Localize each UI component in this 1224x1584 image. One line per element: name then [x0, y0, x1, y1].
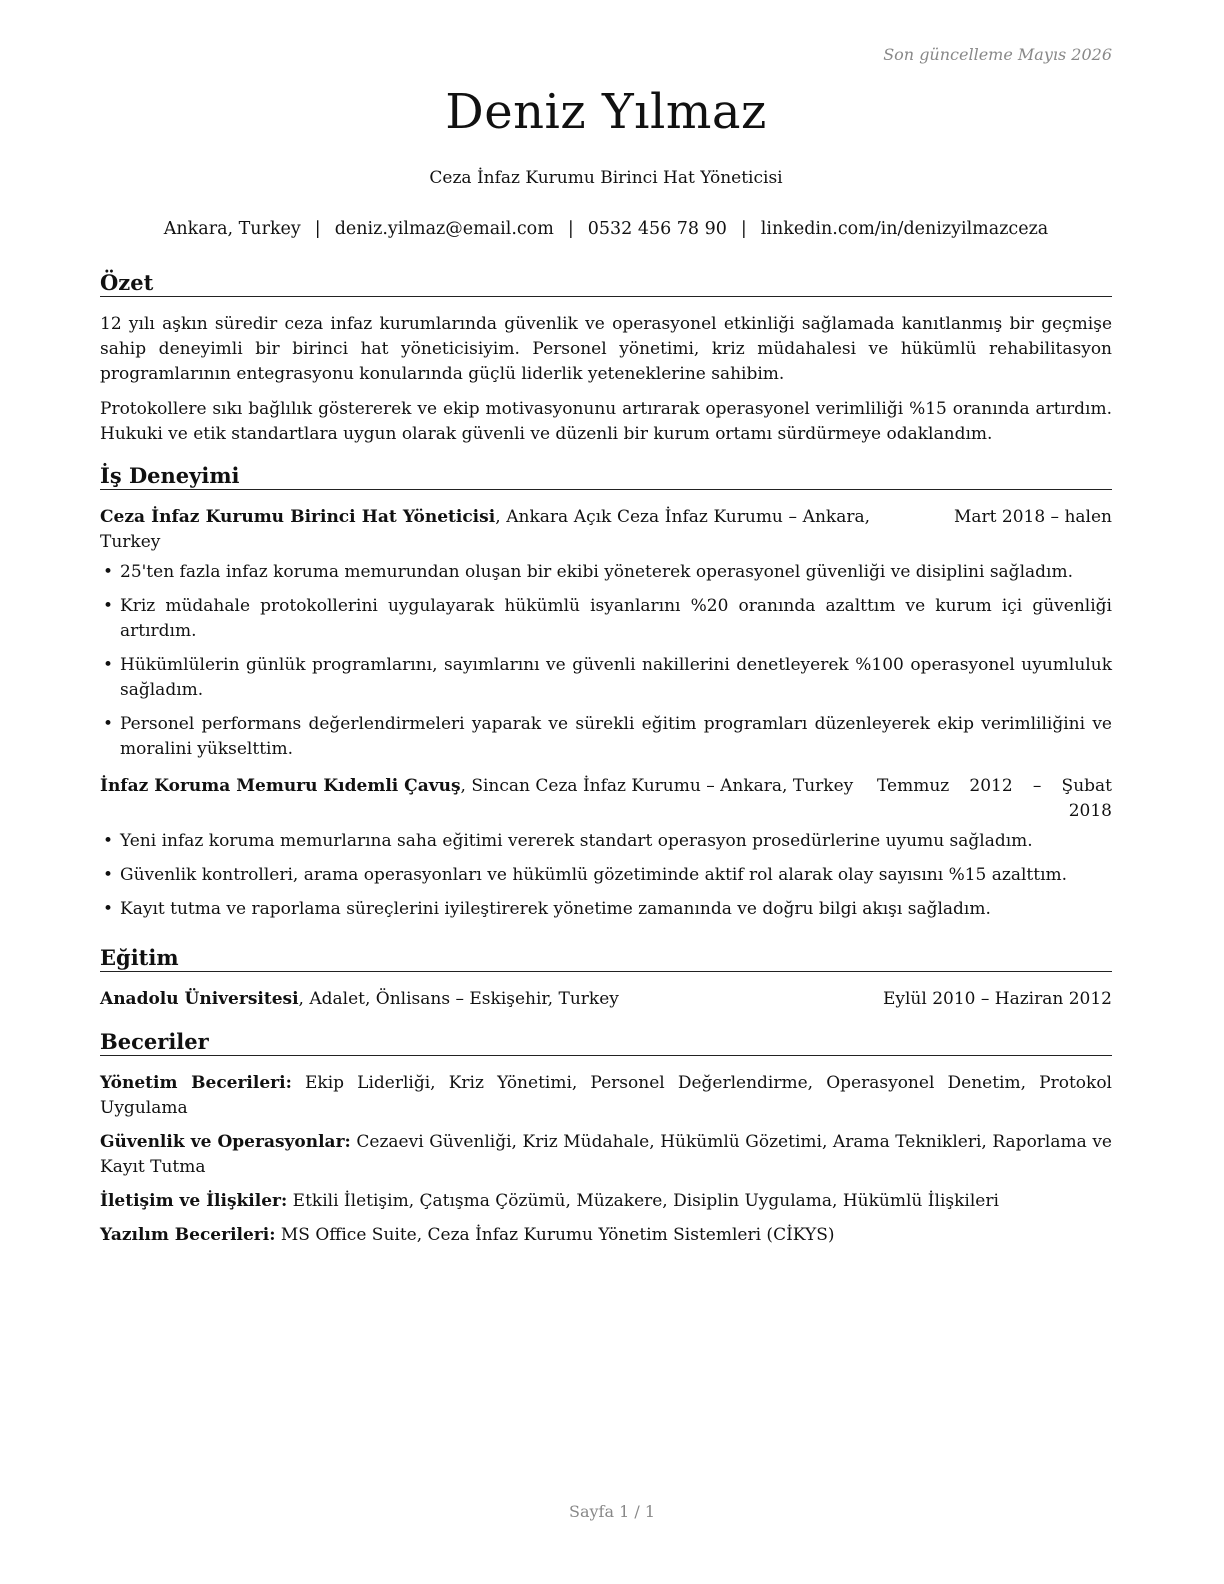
candidate-headline: Ceza İnfaz Kurumu Birinci Hat Yöneticisi	[429, 168, 783, 188]
page-number: Sayfa 1 / 1	[568, 1502, 655, 1521]
job-bullets	[100, 560, 1112, 762]
list-item: • Personel performans değerlendirmeleri yaparak ve sürekli eğitim programları düzenleyerek ekip verimliliğini ve moralini yükselttim.	[103, 714, 1112, 759]
skill-row	[100, 1130, 1112, 1180]
job-bullets	[100, 829, 1112, 922]
education-details: , Adalet, Önlisans – Eskişehir, Turkey	[298, 989, 619, 1009]
job-employer: , Sincan Ceza İnfaz Kurumu – Ankara, Turkey	[460, 776, 854, 796]
skill-value: Ekip Liderliği, Kriz Yönetimi, Personel Değerlendirme, Operasyonel Denetim, Protokol Uygulama	[100, 1073, 1112, 1118]
contact-email[interactable]: deniz.yilmaz@email.com	[334, 219, 554, 239]
education-school: Anadolu Üniversitesi	[100, 989, 299, 1009]
education-dates: Eylül 2010 – Haziran 2012	[882, 989, 1112, 1009]
job-title-line	[100, 505, 870, 555]
list-item: • Kayıt tutma ve raporlama süreçlerini iyileştirerek yönetime zamanında ve doğru bilgi akışı sağladım.	[100, 897, 1112, 922]
list-item: • Yeni infaz koruma memurlarına saha eğitimi vererek standart operasyon prosedürlerine uyumu sağladım.	[100, 829, 1112, 854]
skill-label: İletişim ve İlişkiler:	[100, 1191, 288, 1211]
job-role: İnfaz Koruma Memuru Kıdemli Çavuş	[100, 776, 461, 796]
skill-label: Yönetim Becerileri:	[100, 1073, 292, 1093]
summary-section	[100, 270, 1112, 447]
contact-linkedin[interactable]: linkedin.com/in/denizyilmazceza	[760, 219, 1049, 239]
education-section	[100, 945, 1112, 1012]
education-title-line	[100, 987, 870, 1012]
contact-separator: |	[740, 219, 747, 239]
job-entry	[100, 774, 1112, 922]
last-updated-note: Son güncelleme Mayıs 2026	[883, 45, 1112, 64]
education-title: Eğitim	[100, 945, 1112, 972]
experience-title: İş Deneyimi	[100, 463, 1112, 490]
skills-list	[100, 1071, 1112, 1248]
summary-title: Özet	[100, 270, 1112, 297]
skill-label: Yazılım Becerileri:	[100, 1225, 276, 1245]
bullet-icon: •	[103, 831, 114, 851]
summary-paragraph: Protokollere sıkı bağlılık göstererek ve ekip motivasyonunu artırarak operasyonel verimliliği %15 oranında artırdım. Hukuki ve etik standartlara uygun olarak güvenli ve düzenli bir kurum ortamı sürdürmeye odaklandım.	[100, 399, 1112, 444]
contact-line	[100, 219, 1112, 239]
job-employer: , Ankara Açık Ceza İnfaz Kurumu – Ankara, Turkey	[100, 507, 870, 552]
job-role: Ceza İnfaz Kurumu Birinci Hat Yöneticisi	[100, 507, 496, 527]
education-entry	[100, 987, 1112, 1012]
skill-value: Etkili İletişim, Çatışma Çözümü, Müzakere, Disiplin Uygulama, Hükümlü İlişkileri	[287, 1191, 999, 1211]
contact-phone: 0532 456 78 90	[587, 219, 727, 239]
job-entry	[100, 505, 1112, 762]
list-item: • Hükümlülerin günlük programlarını, sayımlarını ve güvenli nakillerini denetleyerek %100 operasyonel uyumluluk sağladım.	[103, 655, 1112, 700]
bullet-icon: •	[103, 655, 114, 675]
experience-section	[100, 463, 1112, 931]
skills-title: Beceriler	[100, 1029, 1112, 1056]
skill-row	[100, 1223, 1112, 1248]
contact-location: Ankara, Turkey	[163, 219, 301, 239]
job-header	[100, 774, 1112, 824]
job-title-line	[100, 774, 870, 824]
list-item: • Kriz müdahale protokollerini uygulayarak hükümlü isyanlarını %20 oranında azalttım ve kurum içi güvenliği artırdım.	[103, 596, 1112, 641]
bullet-icon: •	[103, 865, 114, 885]
skill-value: Cezaevi Güvenliği, Kriz Müdahale, Hükümlü Gözetimi, Arama Teknikleri, Raporlama ve Kayıt Tutma	[100, 1132, 1112, 1177]
bullet-icon: •	[103, 596, 114, 616]
job-dates: Temmuz 2012 – Şubat 2018	[877, 776, 1112, 821]
list-item: • 25'ten fazla infaz koruma memurundan oluşan bir ekibi yöneterek operasyonel güvenliği ve disiplini sağladım.	[100, 560, 1112, 585]
bullet-icon: •	[103, 899, 114, 919]
contact-separator: |	[314, 219, 321, 239]
skill-label: Güvenlik ve Operasyonlar:	[100, 1132, 351, 1152]
job-header	[100, 505, 1112, 555]
bullet-icon: •	[103, 562, 114, 582]
contact-separator: |	[567, 219, 574, 239]
skill-row	[100, 1189, 1112, 1214]
skill-value: MS Office Suite, Ceza İnfaz Kurumu Yönetim Sistemleri (CİKYS)	[275, 1225, 835, 1245]
summary-paragraph: 12 yılı aşkın süredir ceza infaz kurumlarında güvenlik ve operasyonel etkinliği sağlamada kanıtlanmış bir geçmişe sahip deneyimli bir birinci hat yöneticisiyim. Personel yönetimi, kriz müdahalesi ve hükümlü rehabilitasyon programlarının entegrasyonu konularında güçlü liderlik yeteneklerine sahibim.	[100, 314, 1112, 384]
skill-row	[100, 1071, 1112, 1121]
skills-section	[100, 1029, 1112, 1257]
bullet-icon: •	[103, 714, 114, 734]
candidate-name: Deniz Yılmaz	[445, 84, 767, 140]
list-item: • Güvenlik kontrolleri, arama operasyonları ve hükümlü gözetiminde aktif rol alarak olay sayısını %15 azalttım.	[100, 863, 1112, 888]
job-dates: Mart 2018 – halen	[953, 507, 1112, 527]
